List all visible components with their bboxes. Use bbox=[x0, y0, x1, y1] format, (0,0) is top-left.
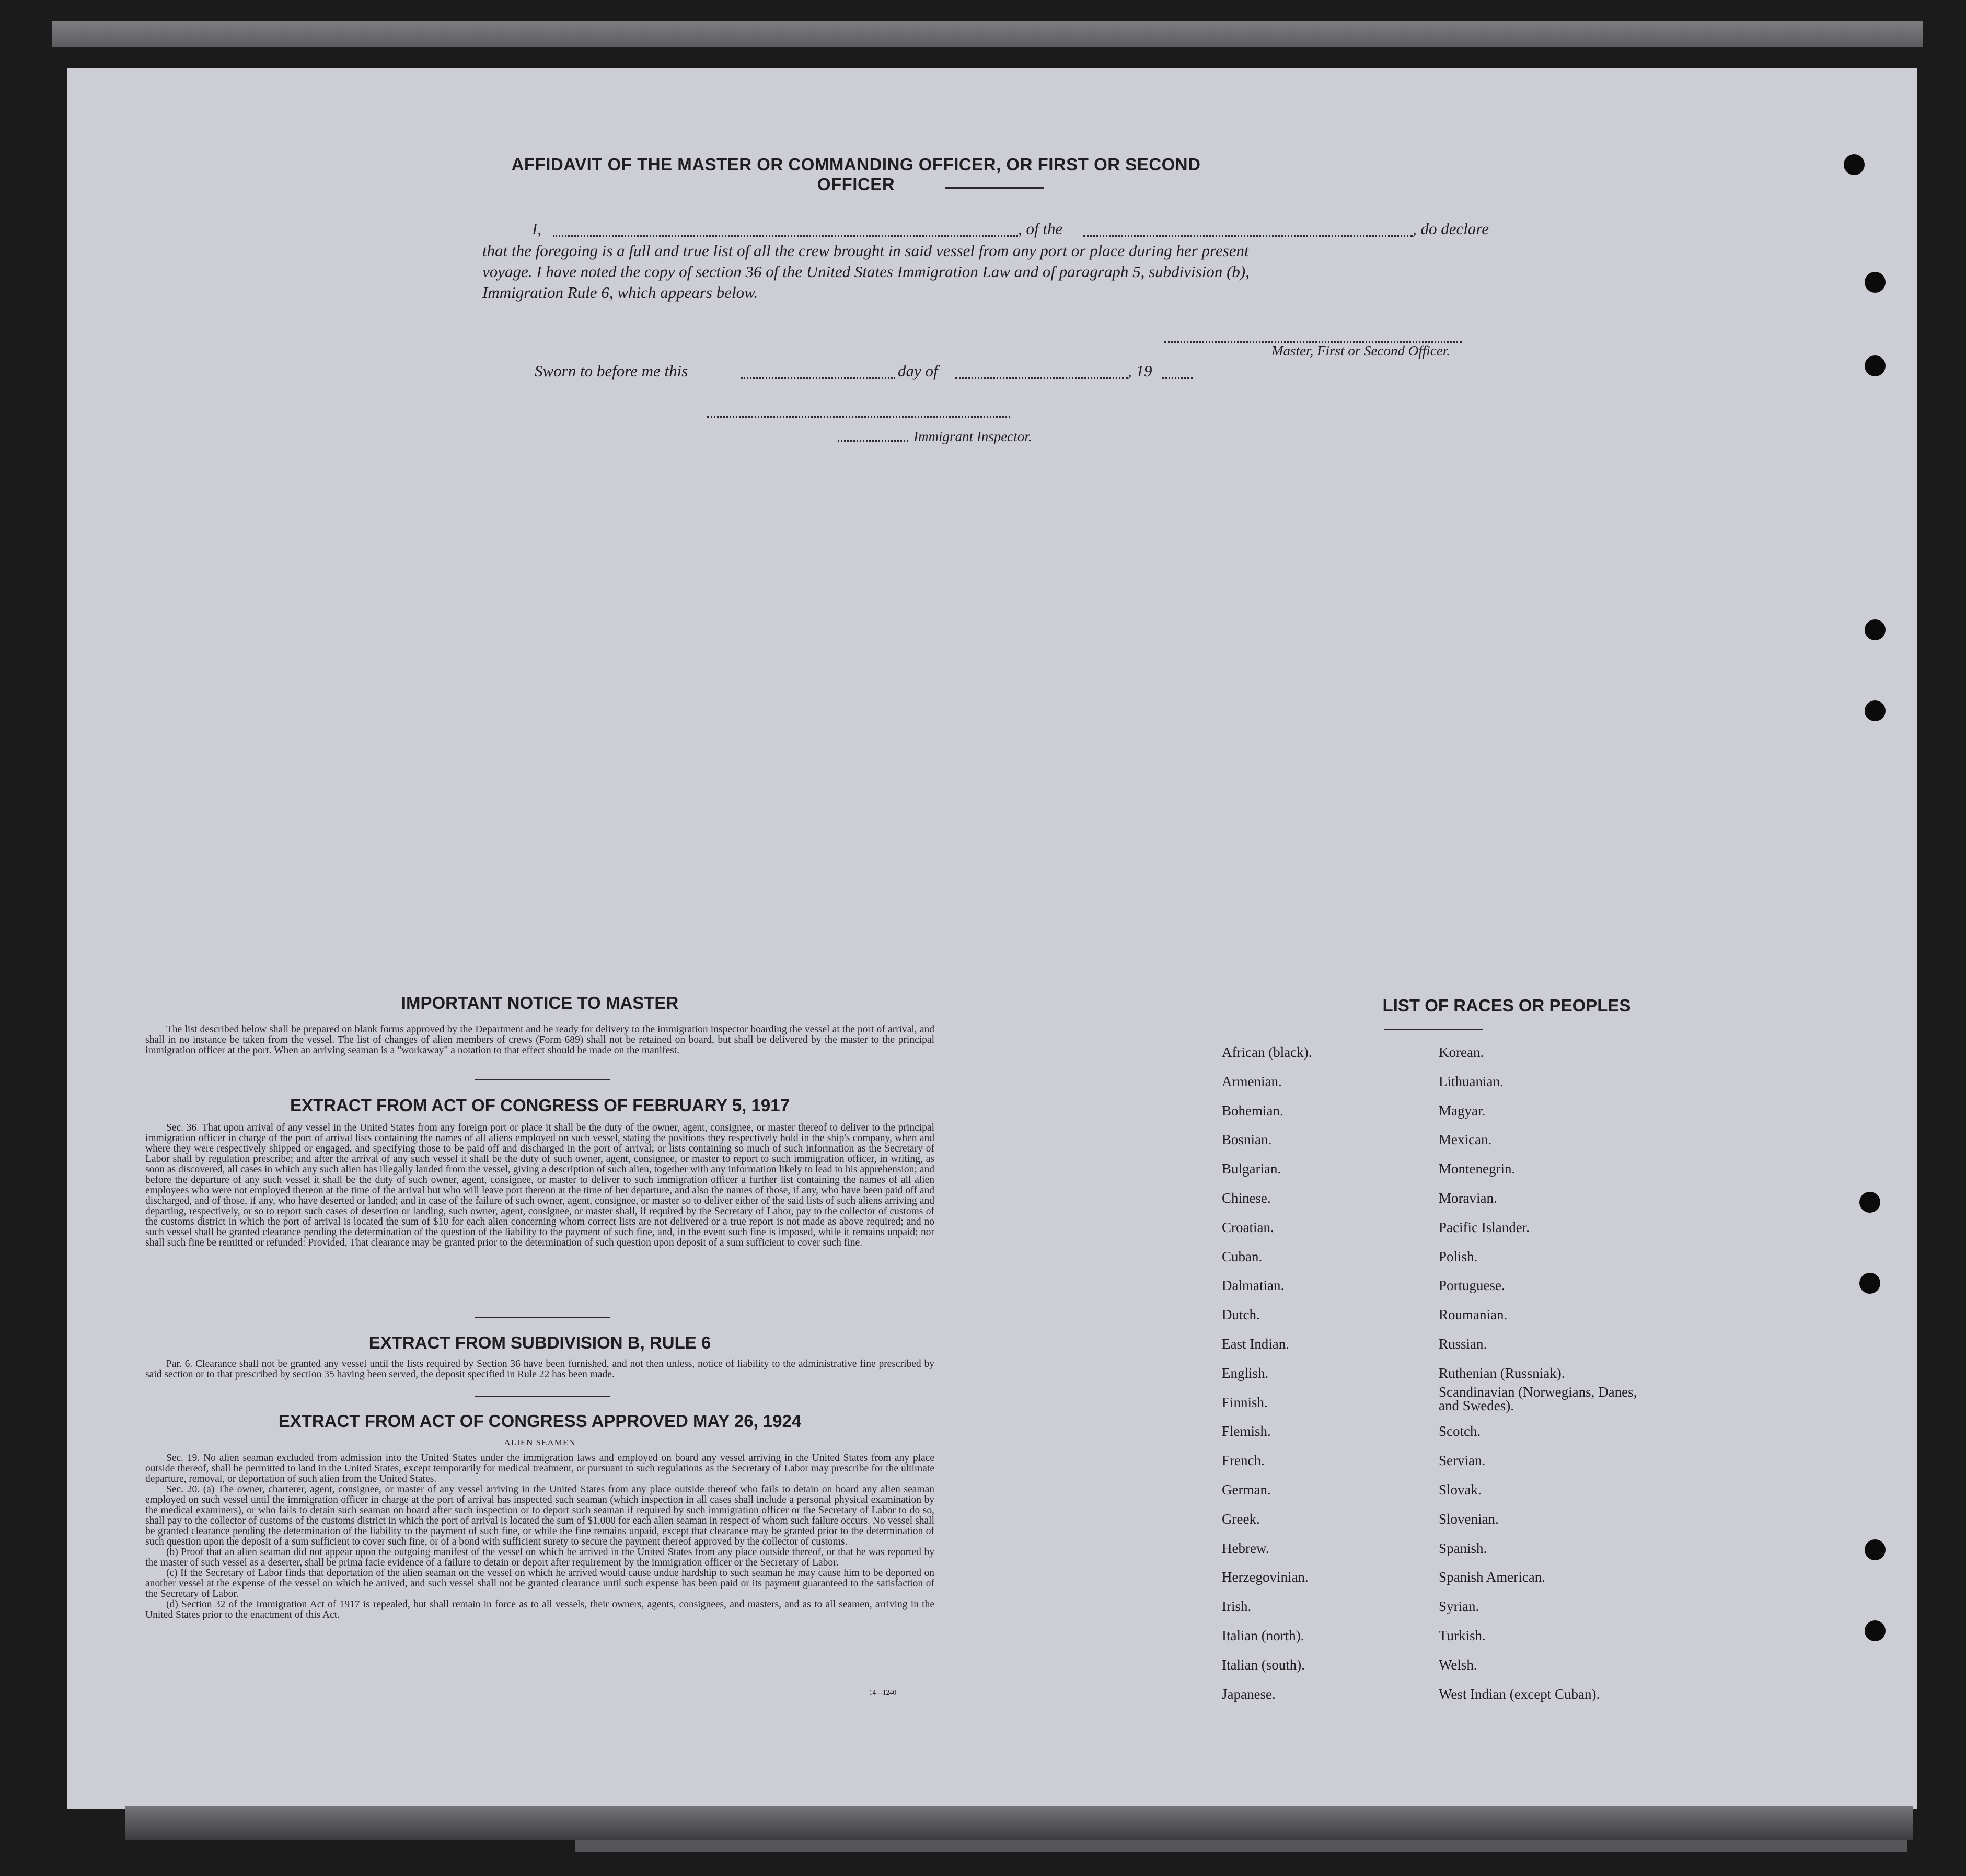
race-list-item: Scandinavian (Norwegians, Danes, and Swedes). bbox=[1439, 1384, 1637, 1413]
form-sheet bbox=[67, 68, 1917, 1809]
scan-border-top bbox=[52, 21, 1923, 47]
race-list-item: Welsh. bbox=[1439, 1656, 1477, 1673]
master-signature-label: Master, First or Second Officer. bbox=[1271, 343, 1450, 359]
race-list-item: Dutch. bbox=[1222, 1307, 1260, 1323]
races-title: LIST OF RACES OR PEOPLES bbox=[1382, 996, 1631, 1015]
extract-1917-title: EXTRACT FROM ACT OF CONGRESS OF FEBRUARY 5, 1917 bbox=[290, 1096, 790, 1115]
race-list-item: Japanese. bbox=[1222, 1686, 1276, 1702]
race-list-item: Montenegrin. bbox=[1439, 1161, 1516, 1177]
sworn-day-of-label: day of bbox=[898, 362, 938, 380]
inspector-signature-line[interactable] bbox=[707, 416, 1010, 418]
affidavit-title: AFFIDAVIT OF THE MASTER OR COMMANDING OFFICER, OR FIRST OR SECOND OFFICER bbox=[511, 155, 1201, 194]
affidavit-line-2: that the foregoing is a full and true list of all the crew brought in said vessel from any port or place during her present bbox=[482, 241, 1249, 260]
extract-1924-subtitle: ALIEN SEAMEN bbox=[504, 1437, 576, 1447]
binder-hole bbox=[1865, 1620, 1886, 1641]
affidavit-line-3: voyage. I have noted the copy of section 36 of the United States Immigration Law and of paragraph 5, subdivision (b), bbox=[482, 262, 1250, 281]
race-list-item: Bohemian. bbox=[1222, 1102, 1283, 1119]
extract-rule6-paragraph: Par. 6. Clearance shall not be granted any vessel until the lists required by Section 36 have been furnished, and not then unless, notice of liability to the administrative fine prescribed by said section or to that prescribed by section 35 having been served, the deposit specified in Rule 22 has been made. bbox=[145, 1359, 934, 1380]
race-list-item: Russian. bbox=[1439, 1336, 1487, 1352]
binder-hole bbox=[1859, 1192, 1880, 1213]
binder-hole bbox=[1865, 272, 1886, 293]
extract-1924-sec20a: Sec. 20. (a) The owner, charterer, agent, consignee, or master of any vessel arriving in the United States from any place outside thereof who fails to detain on board any alien seaman employed on such vessel until the immigration officer in charge at the port of arrival has inspected such seaman (which inspection in all cases shall include a personal physical examination by the medical examiners), or who fails to detain such seaman on board after such inspection or to deport such seaman if required by such immigration officer or the Secretary of Labor to do so, shall pay to the collector of customs of the customs district in which the port of arrival is located the sum of $1,000 for each alien seaman in respect of whom such failure occurs. No vessel shall be granted clearance pending the determination of the liability to the payment of such fine, or while the fine remains unpaid, except that clearance may be granted prior to the determination of such question upon the deposit of a sum sufficient to cover such fine, or of a bond with sufficient surety to secure the payment thereof approved by the collector of customs. bbox=[145, 1484, 934, 1547]
affidavit-declare-label: , do declare bbox=[1413, 220, 1489, 238]
race-list-item: German. bbox=[1222, 1482, 1271, 1498]
extract-1924-sec20c: (c) If the Secretary of Labor finds that deportation of the alien seaman on the vessel on which he arrived would cause undue hardship to such seaman he may cause him to be deported on another vessel at the expense of the vessel on which he arrived, and such vessel shall not be granted clearance until such expense has been paid or its payment guaranteed to the satisfaction of the Secretary of Labor. bbox=[145, 1568, 934, 1599]
notice-title: IMPORTANT NOTICE TO MASTER bbox=[401, 993, 679, 1012]
sworn-year-label: , 19 bbox=[1128, 362, 1152, 380]
race-list-item: Spanish American. bbox=[1439, 1569, 1545, 1585]
binder-hole bbox=[1865, 619, 1886, 640]
sworn-prefix: Sworn to before me this bbox=[535, 362, 688, 380]
races-title-underline bbox=[1384, 1029, 1483, 1030]
race-list-item: East Indian. bbox=[1222, 1336, 1289, 1352]
race-list-item: Slovak. bbox=[1439, 1482, 1482, 1498]
race-list-item: Cuban. bbox=[1222, 1248, 1263, 1264]
race-list-item: Bulgarian. bbox=[1222, 1161, 1281, 1177]
race-list-item: Finnish. bbox=[1222, 1394, 1268, 1410]
extract-rule6-text bbox=[145, 1359, 934, 1380]
race-list-item: Roumanian. bbox=[1439, 1307, 1508, 1323]
race-list-item: Pacific Islander. bbox=[1439, 1219, 1530, 1235]
binder-hole bbox=[1865, 1539, 1886, 1560]
inspector-label: Immigrant Inspector. bbox=[913, 429, 1032, 444]
notice-paragraph: The list described below shall be prepared on blank forms approved by the Department and be ready for delivery to the immigration inspector boarding the vessel at the port of arrival, and shall in no instance be taken from the vessel. The list of changes of alien members of crews (Form 689) shall not be retained on board, but shall be delivered by the master to the principal immigration officer at the port. When an arriving seaman is a "workaway" a notation to that effect should be made on the manifest. bbox=[145, 1024, 934, 1056]
extract-1917-divider bbox=[475, 1317, 610, 1318]
race-list-item: Syrian. bbox=[1439, 1598, 1479, 1615]
race-list-item: Scotch. bbox=[1439, 1423, 1481, 1440]
sworn-month-field[interactable] bbox=[955, 377, 1128, 379]
vessel-name-field[interactable] bbox=[1083, 235, 1413, 237]
race-list-item: Dalmatian. bbox=[1222, 1277, 1285, 1294]
affidavit-title-underline bbox=[945, 187, 1044, 189]
race-list-item: Korean. bbox=[1439, 1044, 1484, 1060]
race-list-item: Armenian. bbox=[1222, 1073, 1282, 1089]
race-list-item: Flemish. bbox=[1222, 1423, 1271, 1440]
form-number: 14—1240 bbox=[869, 1688, 896, 1696]
race-list-item: Greek. bbox=[1222, 1511, 1260, 1527]
race-list-item: Croatian. bbox=[1222, 1219, 1274, 1235]
race-list-item: Ruthenian (Russniak). bbox=[1439, 1365, 1565, 1381]
race-list-item: African (black). bbox=[1222, 1044, 1312, 1060]
race-list-item: Portuguese. bbox=[1439, 1277, 1505, 1294]
race-list-item: Italian (north). bbox=[1222, 1628, 1304, 1643]
binder-hole bbox=[1865, 700, 1886, 721]
race-list-item: English. bbox=[1222, 1365, 1269, 1381]
race-list-item: Turkish. bbox=[1439, 1628, 1486, 1643]
race-list-item: Spanish. bbox=[1439, 1540, 1487, 1556]
notice-divider bbox=[475, 1079, 610, 1080]
extract-1924-title: EXTRACT FROM ACT OF CONGRESS APPROVED MAY 26, 1924 bbox=[278, 1411, 802, 1431]
race-list-item: Chinese. bbox=[1222, 1190, 1271, 1206]
extract-1924-sec19: Sec. 19. No alien seaman excluded from admission into the United States under the immigration laws and employed on board any vessel arriving in the United States from any place outside thereof, shall be permitted to land in the United States, except temporarily for medical treatment, or pursuant to such regulations as the Secretary of Labor may prescribe for the ultimate departure, removal, or deportation of such alien from the United States. bbox=[145, 1453, 934, 1484]
binder-hole bbox=[1859, 1273, 1880, 1294]
race-list-item: Mexican. bbox=[1439, 1132, 1492, 1148]
affidavit-of-the-label: , of the bbox=[1018, 220, 1063, 238]
master-name-field[interactable] bbox=[553, 235, 1018, 237]
extract-1917-text bbox=[145, 1123, 934, 1248]
race-list-item: Lithuanian. bbox=[1439, 1073, 1504, 1089]
race-list-item: Moravian. bbox=[1439, 1190, 1497, 1206]
scan-border-bottom bbox=[125, 1806, 1913, 1840]
race-list-item: Slovenian. bbox=[1439, 1511, 1499, 1527]
sworn-day-field[interactable] bbox=[741, 377, 895, 379]
notice-text bbox=[145, 1025, 934, 1056]
race-list-item: Italian (south). bbox=[1222, 1656, 1305, 1673]
extract-1924-text bbox=[145, 1453, 934, 1620]
extract-1917-paragraph: Sec. 36. That upon arrival of any vessel in the United States from any foreign port or place it shall be the duty of the owner, agent, consignee, or master thereof to deliver to the principal immigration officer in charge of the port of arrival lists containing the names of all aliens employed on such vessel, stating the positions they respectively hold in the ship's company, when and where they were respectively shipped or engaged, and specifying those to be paid off and discharged in the port of arrival; or lists containing so much of such information as the Secretary of Labor shall by regulation prescribe; and after the arrival of any such vessel it shall be the duty of such owner, agent, consignee, or master to report to such immigration officer, in writing, as soon as discovered, all cases in which any such alien has illegally landed from the vessel, giving a description of such alien, together with any information likely to lead to his apprehension; and before the departure of any such vessel it shall be the duty of such owner, agent, consignee, or master to deliver to such immigration officer a further list containing the names of all alien employees who were not employed thereon at the time of the arrival but who will leave port thereon at the time of her departure, and also the names of those, if any, who have been paid off and discharged, and of those, if any, who have deserted or landed; and in case of the failure of such owner, agent, consignee, or master so to deliver either of the said lists of such aliens arriving and departing, respectively, or so to report such cases of desertion or landing, such owner, agent, consignee, or master shall, if required by the Secretary of Labor, pay to the collector of customs of the customs district in which the port of arrival is located the sum of $10 for each alien concerning whom correct lists are not delivered or a true report is not made as above required; and no such vessel shall be granted clearance pending the determination of the question of the liability to the payment of such fine, and, in the event such fine is imposed, while it remains unpaid; nor shall such fine be remitted or refunded: Provided, That clearance may be granted prior to the determination of such question upon deposit of a sum sufficient to cover such fine. bbox=[145, 1122, 934, 1248]
race-list-item: French. bbox=[1222, 1453, 1265, 1469]
race-list-item: West Indian (except Cuban). bbox=[1439, 1686, 1600, 1702]
race-list-item: Irish. bbox=[1222, 1598, 1252, 1615]
race-list-item: Bosnian. bbox=[1222, 1132, 1272, 1148]
extract-rule6-divider bbox=[475, 1396, 610, 1397]
extract-1924-sec20d: (d) Section 32 of the Immigration Act of 1917 is repealed, but shall remain in force as to all vessels, their owners, agents, consignees, and masters, and as to all seamen, arriving in the United States prior to the enactment of this Act. bbox=[145, 1599, 934, 1620]
sworn-year-field[interactable] bbox=[1162, 377, 1193, 379]
race-list-item: Hebrew. bbox=[1222, 1540, 1269, 1556]
extract-rule6-title: EXTRACT FROM SUBDIVISION B, RULE 6 bbox=[368, 1333, 711, 1352]
race-list-item: Servian. bbox=[1439, 1453, 1486, 1469]
binder-hole bbox=[1844, 154, 1865, 175]
inspector-signature-lead bbox=[838, 440, 908, 442]
race-list-item: Magyar. bbox=[1439, 1102, 1486, 1119]
race-list-item: Polish. bbox=[1439, 1248, 1478, 1264]
binder-hole bbox=[1865, 355, 1886, 376]
race-list-item: Herzegovinian. bbox=[1222, 1569, 1309, 1585]
affidavit-i-label: I, bbox=[532, 220, 542, 238]
extract-1924-sec20b: (b) Proof that an alien seaman did not appear upon the outgoing manifest of the vessel on which he arrived in the United States from any place outside thereof, or that he was reported by the master of such vessel as a deserter, shall be prima facie evidence of a failure to detain or deport after requirement by the immigration officer or the Secretary of Labor. bbox=[145, 1547, 934, 1568]
affidavit-line-4: Immigration Rule 6, which appears below. bbox=[482, 283, 758, 302]
scan-border-bottom-strip bbox=[575, 1840, 1907, 1852]
